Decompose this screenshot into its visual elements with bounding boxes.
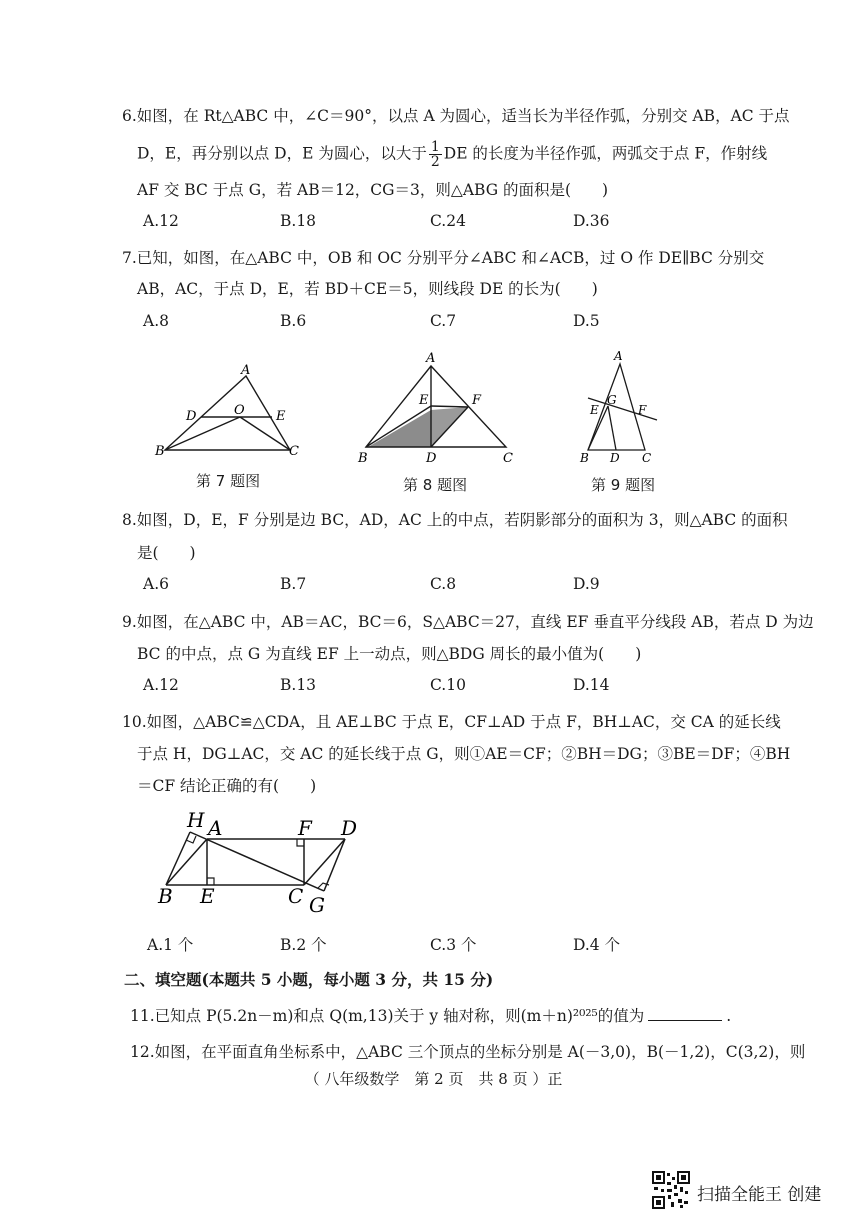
fig10-label-g: G (309, 893, 325, 917)
fig7-label-c: C (289, 444, 299, 459)
fraction-denominator: 2 (430, 154, 440, 170)
fig10-label-b: B (158, 884, 173, 908)
figure-7 (165, 376, 290, 450)
q8-options (143, 575, 743, 597)
fig7-label-o: O (234, 403, 245, 418)
q6-option-b: B.18 (280, 212, 317, 230)
q9-option-c: C.10 (430, 676, 466, 694)
q6-option-d: D.36 (573, 212, 610, 230)
fig9-caption: 第 9 题图 (591, 476, 656, 494)
scanner-watermark: 扫描全能王 创建 (697, 1185, 822, 1205)
q8-option-c: C.8 (430, 575, 457, 593)
q8-line2: 是( ) (137, 544, 196, 562)
figure-8 (366, 366, 506, 447)
fig10-line-dg (324, 839, 345, 891)
q9-line1: 9.如图，在△ABC 中，AB＝AC，BC＝6，S△ABC＝27，直线 EF 垂直平分线段 AB，若点 D 为边 (122, 613, 814, 631)
q8-option-a: A.6 (143, 575, 169, 593)
figure-10 (140, 805, 400, 920)
q10-line1: 10.如图，△ABC≌△CDA，且 AE⊥BC 于点 E，CF⊥AD 于点 F，BH⊥AC，交 CA 的延长线 (122, 713, 781, 731)
fig8-caption: 第 8 题图 (403, 476, 468, 494)
fig8-label-a: A (426, 351, 436, 366)
q9-option-a: A.12 (143, 676, 179, 694)
q11-line (130, 1004, 731, 1026)
q10-option-a: A.1 个 (147, 936, 194, 954)
fig8-label-e: E (419, 393, 429, 408)
fig7-label-e: E (276, 409, 286, 424)
q10-option-b: B.2 个 (280, 936, 327, 954)
fig10-label-a: A (208, 816, 223, 840)
q7-line1: 7.已知，如图，在△ABC 中，OB 和 OC 分别平分∠ABC 和∠ACB，过 O 作 DE∥BC 分别交 (122, 249, 765, 267)
fig10-label-c: C (288, 884, 304, 908)
fraction-numerator: 1 (430, 139, 440, 155)
q6-line2-start: D，E，再分别以点 D，E 为圆心，以大于 (137, 144, 427, 163)
fig9-label-e: E (590, 403, 599, 417)
q10-line3: ＝CF 结论正确的有( ) (137, 777, 317, 795)
fig10-label-e: E (200, 884, 215, 908)
fig9-label-a: A (614, 349, 623, 363)
section-2-heading: 二、填空题(本题共 5 小题，每小题 3 分，共 15 分) (124, 970, 494, 989)
q8-option-b: B.7 (280, 575, 307, 593)
fig10-label-d: D (341, 816, 358, 840)
qr-code-icon (652, 1171, 690, 1209)
q7-option-c: C.7 (430, 312, 457, 330)
fig10-label-h: H (187, 808, 205, 832)
fig7-label-a: A (241, 363, 251, 378)
q6-option-c: C.24 (430, 212, 466, 230)
fig7-label-b: B (155, 444, 165, 459)
q6-line2-end: DE 的长度为半径作弧，两弧交于点 F，作射线 (443, 144, 768, 163)
q12-line1: 12.如图，在平面直角坐标系中，△ABC 三个顶点的坐标分别是 A(－3,0)，B(－1,2)，C(3,2)，则 (130, 1043, 806, 1061)
figures-row (0, 0, 867, 500)
q6-option-a: A.12 (143, 212, 179, 230)
q7-option-b: B.6 (280, 312, 307, 330)
q6-line1: 6.如图，在 Rt△ABC 中，∠C＝90°，以点 A 为圆心，适当长为半径作弧，分别交 AB，AC 于点 (122, 107, 790, 125)
fig8-label-c: C (503, 451, 513, 466)
q9-line2: BC 的中点，点 G 为直线 EF 上一动点，则△BDG 周长的最小值为( ) (137, 645, 642, 663)
fig9-line-gd (608, 406, 616, 450)
q6-line3: AF 交 BC 于点 G，若 AB＝12，CG＝3，则△ABG 的面积是( ) (137, 181, 609, 199)
q8-line1: 8.如图，D，E，F 分别是边 BC，AD，AC 上的中点，若阴影部分的面积为 3，则△ABC 的面积 (122, 511, 788, 529)
fig9-label-c: C (642, 451, 652, 465)
fig8-line-ef (431, 406, 468, 407)
q10-line2: 于点 H，DG⊥AC，交 AC 的延长线于点 G，则①AE＝CF；②BH＝DG；③BE＝DF；④BH (137, 745, 791, 763)
fig10-label-f: F (298, 816, 312, 840)
q7-line2: AB，AC，于点 D，E，若 BD＋CE＝5，则线段 DE 的长为( ) (137, 280, 598, 298)
fig9-label-f: F (638, 403, 647, 417)
fig9-label-b: B (580, 451, 589, 465)
q9-options (143, 676, 743, 698)
q8-option-d: D.9 (573, 575, 600, 593)
fig10-line-ab (166, 839, 207, 885)
q11-answer-blank (648, 1006, 722, 1021)
q10-option-d: D.4 个 (573, 936, 621, 954)
q7-option-a: A.8 (143, 312, 169, 330)
fig7-ob-line (165, 417, 240, 450)
fig9-label-d: D (610, 451, 620, 465)
fig7-triangle (165, 376, 290, 450)
page-footer: （ 八年级数学 第 2 页 共 8 页 ）正 (304, 1070, 563, 1088)
fig8-label-b: B (358, 451, 368, 466)
q9-option-d: D.14 (573, 676, 610, 694)
fig10-line-cd (304, 839, 345, 885)
fig7-label-d: D (186, 409, 197, 424)
fig9-label-g: G (607, 393, 617, 407)
q11-text: 11.已知点 P(5.2n－m)和点 Q(m,13)关于 y 轴对称，则(m＋n)²⁰²⁵的值为 (130, 1007, 645, 1025)
fig8-shade-left (368, 410, 431, 447)
q7-option-d: D.5 (573, 312, 600, 330)
q11-tail: . (726, 1007, 732, 1025)
fig8-label-d: D (426, 451, 437, 466)
q10-option-c: C.3 个 (430, 936, 477, 954)
fig10-right-angle-f (297, 839, 304, 846)
fig7-caption: 第 7 题图 (196, 472, 261, 490)
q10-options (143, 933, 743, 955)
fig8-label-f: F (472, 393, 482, 408)
q9-option-b: B.13 (280, 676, 317, 694)
